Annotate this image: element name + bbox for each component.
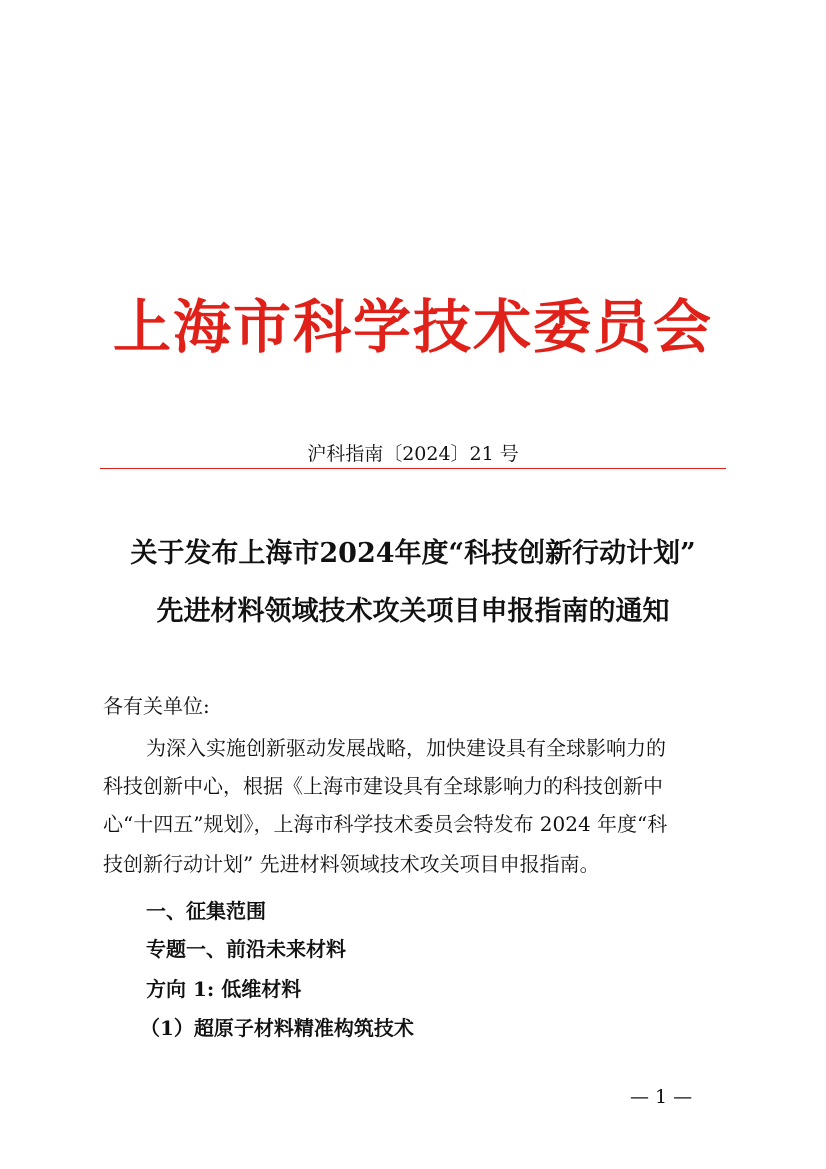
section-heading: 一、征集范围 (146, 899, 266, 923)
item-heading: （1）超原子材料精准构筑技术 (140, 1016, 414, 1040)
topic-heading: 专题一、前沿未来材料 (146, 937, 346, 961)
paragraph-line: 心“十四五”规划》，上海市科学技术委员会特发布 2024 年度“科 (103, 812, 668, 836)
salutation: 各有关单位: (103, 694, 210, 718)
organization-header: 上海市科学技术委员会 (112, 293, 713, 361)
document-title-line-2: 先进材料领域技术攻关项目申报指南的通知 (156, 596, 670, 627)
paragraph-line: 为深入实施创新驱动发展战略，加快建设具有全球影响力的 (146, 736, 666, 760)
header-divider (100, 468, 726, 469)
paragraph-line: 科技创新中心，根据《上海市建设具有全球影响力的科技创新中 (103, 774, 663, 798)
direction-heading: 方向 1: 低维材料 (146, 977, 302, 1001)
document-number: 沪科指南〔2024〕21 号 (307, 443, 519, 465)
paragraph-line: 技创新行动计划” 先进材料领域技术攻关项目申报指南。 (103, 852, 600, 876)
document-title-line-1: 关于发布上海市2024年度“科技创新行动计划” (130, 538, 696, 569)
page-number: — 1 — (630, 1086, 693, 1108)
